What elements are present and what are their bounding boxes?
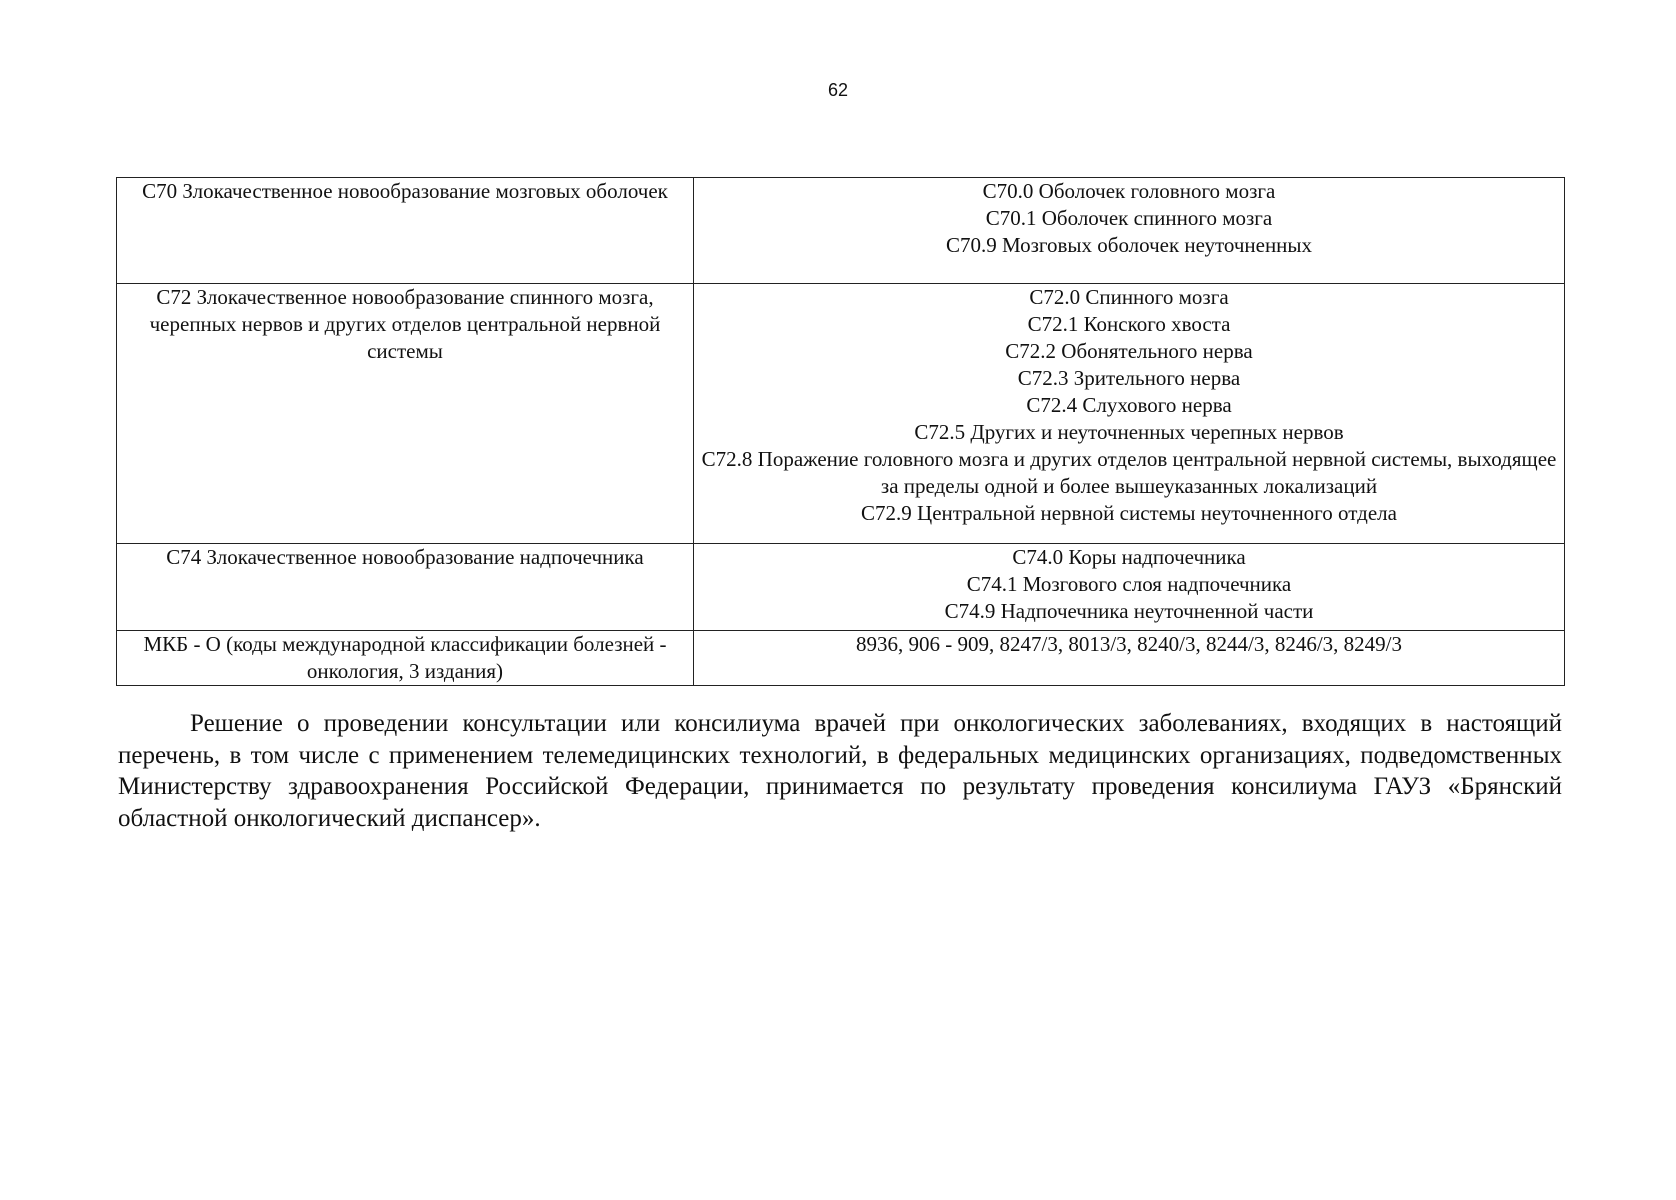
subcode-line: C72.1 Конского хвоста: [1027, 312, 1231, 336]
group-text: C74 Злокачественное новообразование надпочечника: [166, 545, 644, 569]
group-text: МКБ - О (коды международной классификации болезней - онкология, 3 издания): [143, 632, 667, 683]
group-text: C70 Злокачественное новообразование мозговых оболочек: [142, 179, 668, 203]
subcode-line: C72.0 Спинного мозга: [1029, 285, 1229, 309]
subcode-line: C72.4 Слухового нерва: [1026, 393, 1232, 417]
subcode-line: C72.3 Зрительного нерва: [1017, 366, 1241, 390]
table-row: [117, 631, 1565, 686]
subcode-line: C70.0 Оболочек головного мозга: [982, 179, 1276, 203]
subcodes-cell: [694, 284, 1565, 544]
subcode-line: C74.9 Надпочечника неуточненной части: [944, 599, 1314, 623]
subcode-line: C74.1 Мозгового слоя надпочечника: [966, 572, 1292, 596]
group-cell: [117, 178, 694, 284]
icd-code-table: [116, 177, 1565, 686]
table-row: [117, 284, 1565, 544]
decision-paragraph: Решение о проведении консультации или консилиума врачей при онкологических заболеваниях, входящих в настоящий перечень, в том числе с применением телемедицинских технологий, в федеральных медицинских организациях, подведомственных Министерству здравоохранения Российской Федерации, принимается по результату проведения консилиума ГАУЗ «Брянский областной онкологический диспансер».: [118, 710, 1562, 832]
subcode-line: C72.2 Обонятельного нерва: [1005, 339, 1253, 363]
group-cell: [117, 544, 694, 631]
table-row: [117, 544, 1565, 631]
subcode-line: C72.5 Других и неуточненных черепных нервов: [914, 420, 1344, 444]
subcodes-cell: [694, 631, 1565, 686]
subcodes-cell: [694, 544, 1565, 631]
subcode-line: C74.0 Коры надпочечника: [1012, 545, 1246, 569]
table-row: [117, 178, 1565, 284]
group-text: C72 Злокачественное новообразование спинного мозга, черепных нервов и других отделов центральной нервной системы: [149, 285, 661, 363]
subcode-line: C72.8 Поражение головного мозга и других отделов центральной нервной системы, выходящее за пределы одной и более вышеуказанных локализаций: [701, 447, 1557, 498]
page-number: 62: [827, 80, 849, 100]
subcode-line: 8936, 906 - 909, 8247/3, 8013/3, 8240/3, 8244/3, 8246/3, 8249/3: [856, 632, 1402, 656]
subcode-line: C70.1 Оболочек спинного мозга: [985, 206, 1273, 230]
group-cell: [117, 631, 694, 686]
group-cell: [117, 284, 694, 544]
subcode-line: C72.9 Центральной нервной системы неуточненного отдела: [861, 501, 1397, 525]
subcode-line: C70.9 Мозговых оболочек неуточненных: [945, 233, 1313, 257]
subcodes-cell: [694, 178, 1565, 284]
